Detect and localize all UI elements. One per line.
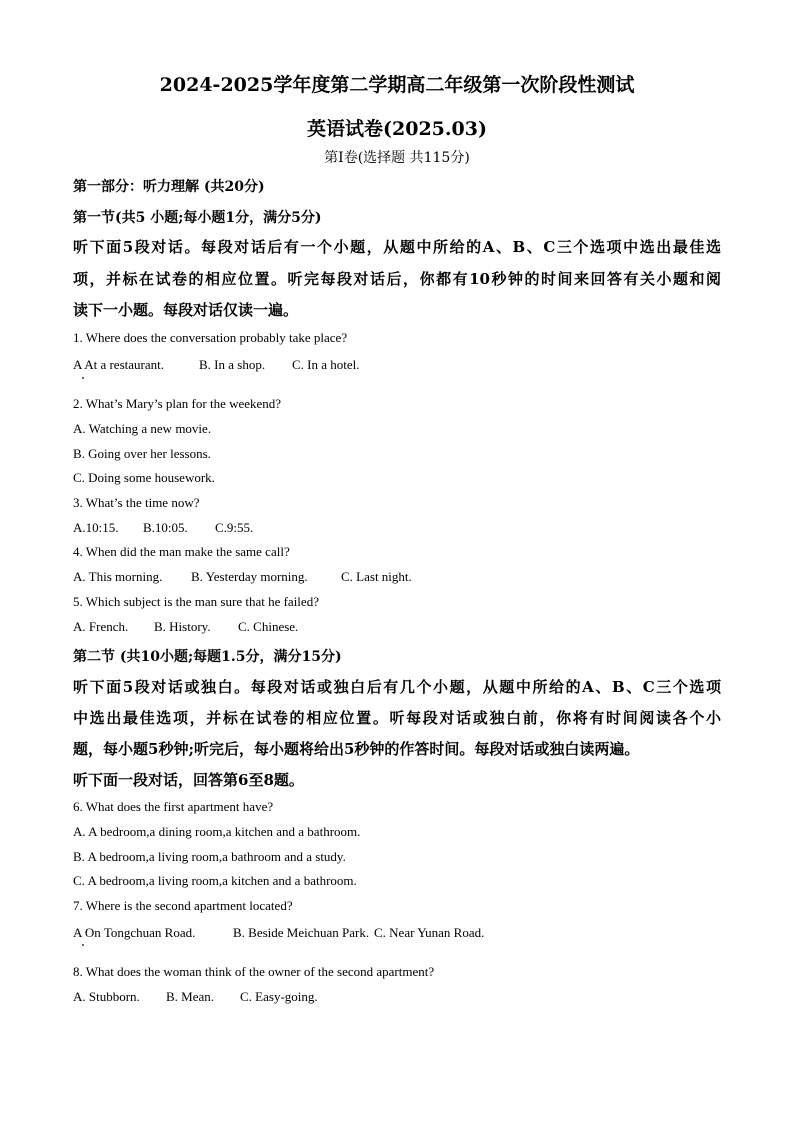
question-2: 2. What’s Mary’s plan for the weekend? [73, 396, 282, 411]
option-c: C. Near Yunan Road. [374, 925, 485, 940]
option-b: B. Going over her lessons. [73, 446, 211, 461]
question-3: 3. What’s the time now? [73, 495, 200, 510]
marker-dot [82, 377, 84, 379]
option-c: C.9:55. [215, 520, 254, 535]
section1-instruction-line: 读下一小题。每段对话仅读一遍。 [73, 301, 299, 319]
option-c: C. Easy-going. [240, 989, 318, 1004]
question-5: 5. Which subject is the man sure that he failed? [73, 594, 319, 609]
option-b: B. A bedroom,a living room,a bathroom and a study. [73, 849, 346, 864]
option-b: B. History. [154, 619, 211, 634]
marker-dot [82, 944, 84, 946]
question-4-options [73, 569, 412, 585]
option-c: C. Doing some housework. [73, 470, 215, 485]
option-b: B. Beside Meichuan Park. [233, 925, 370, 940]
question-8-options [73, 989, 318, 1005]
question-1-options [73, 357, 360, 373]
section2-heading: 第二节 (共10小题;每题1.5分，满分15分) [73, 649, 342, 665]
question-5-options [73, 619, 298, 635]
section1-instruction-line: 听下面5段对话。每段对话后有一个小题，从题中所给的A、B、C三个选项中选出最佳选 [73, 238, 721, 256]
exam-title: 2024-2025学年度第二学期高二年级第一次阶段性测试 [159, 74, 635, 96]
option-a: A. This morning. [73, 569, 163, 584]
option-c: C. Last night. [341, 569, 412, 584]
question-7-options [73, 925, 484, 941]
volume-label: 第Ⅰ卷(选择题 共115分) [324, 150, 470, 166]
option-a: A.10:15. [73, 520, 119, 535]
option-c: C. A bedroom,a living room,a kitchen and a bathroom. [73, 873, 357, 888]
section2-instruction-line: 听下面5段对话或独白。每段对话或独白后有几个小题，从题中所给的A、B、C三个选项 [73, 678, 721, 696]
option-a: A. Watching a new movie. [73, 421, 212, 436]
option-b: B. Mean. [166, 989, 215, 1004]
exam-subtitle: 英语试卷(2025.03) [307, 118, 487, 140]
option-c: C. In a hotel. [292, 357, 360, 372]
question-1: 1. Where does the conversation probably take place? [73, 330, 348, 345]
option-b: B. Yesterday morning. [191, 569, 308, 584]
option-a: A. Stubborn. [73, 989, 140, 1004]
option-b: B.10:05. [143, 520, 188, 535]
dialogue-intro: 听下面一段对话，回答第6至8题。 [73, 771, 304, 789]
section2-instruction-line: 题，每小题5秒钟;听完后，每小题将给出5秒钟的作答时间。每段对话或独白读两遍。 [73, 740, 640, 758]
part1-heading: 第一部分：听力理解 (共20分) [73, 179, 265, 195]
section1-instruction-line: 项，并标在试卷的相应位置。听完每段对话后，你都有10秒钟的时间来回答有关小题和阅 [73, 270, 721, 288]
option-a: A. French. [73, 619, 129, 634]
option-a: A At a restaurant. [73, 357, 164, 372]
option-a: A. A bedroom,a dining room,a kitchen and a bathroom. [73, 824, 361, 839]
section2-instruction-line: 中选出最佳选项，并标在试卷的相应位置。听每段对话或独白前，你将有时间阅读各个小 [73, 709, 721, 727]
question-6: 6. What does the first apartment have? [73, 799, 274, 814]
question-4: 4. When did the man make the same call? [73, 544, 290, 559]
question-8: 8. What does the woman think of the owner of the second apartment? [73, 964, 435, 979]
option-b: B. In a shop. [199, 357, 266, 372]
question-3-options [73, 520, 253, 536]
question-7: 7. Where is the second apartment located? [73, 898, 293, 913]
option-a: A On Tongchuan Road. [73, 925, 196, 940]
option-c: C. Chinese. [238, 619, 299, 634]
section1-heading: 第一节(共5 小题;每小题1分，满分5分) [73, 210, 322, 226]
